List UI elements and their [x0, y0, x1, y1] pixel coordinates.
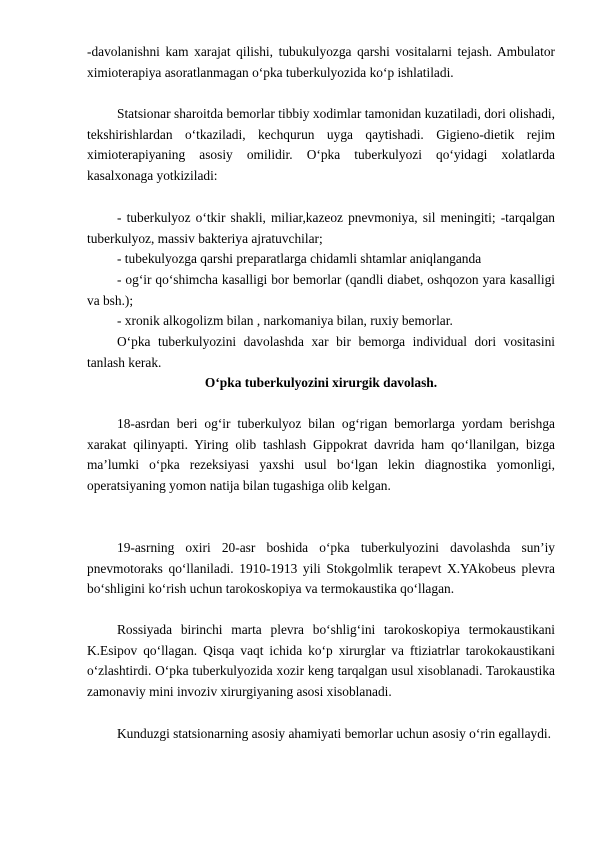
paragraph-statsionar: Statsionar sharoitda bemorlar tibbiy xodimlar tamonidan kuzatiladi, dori olishadi, tekshirishlardan o‘tkaziladi, kechqurun uyga qaytishadi. Gigieno-dietik rejim ximioterapiyaning asosiy omilidir. O‘pka tuberkulyozi qo‘yidagi xolatlarda kasalxonaga yotkiziladi:: [87, 106, 555, 183]
paragraph-individual-therapy: O‘pka tuberkulyozini davolashda xar bir bemorga individual dori vositasini tanlash kerak.: [87, 334, 555, 370]
paragraph-ambulator: -davolanishni kam xarajat qilishi, tubukulyozga qarshi vositalarni tejash. Ambulator ximioterapiya asoratlanmagan o‘pka tuberkulyozida ko‘p ishlatiladi.: [87, 44, 555, 80]
paragraph-pneumothorax: 19-asrning oxiri 20-asr boshida o‘pka tuberkulyozini davolashda sun’iy pnevmotoraks qo‘llaniladi. 1910-1913 yili Stokgolmlik terapevt X.YAkobeus plevra bo‘shligini ko‘rish uchun tarokoskopiya va termokaustika qo‘llagan.: [87, 540, 555, 597]
section-heading: O‘pka tuberkulyozini xirurgik davolash.: [204, 375, 438, 390]
paragraph-russia: Rossiyada birinchi marta plevra bo‘shlig‘ini tarokoskopiya termokaustikani K.Esipov qo‘llagan. Qisqa vaqt ichida ko‘p xirurglar va ftiziatrlar tarokokaustikani o‘zlashtirdi. O‘pka tuberkulyozida xozir keng tarqalgan usul xisoblanadi. Tarokaustika zamonaviy mini invoziv xirurgiyaning asosi xisoblanadi.: [87, 622, 555, 699]
paragraph-history: 18-asrdan beri og‘ir tuberkulyoz bilan og‘rigan bemorlarga yordam berishga xarakat qilinyapti. Yiring olib tashlash Gippokrat davrida ham qo‘llanilgan, bizga ma’lumki o‘pka rezeksiyasi yaxshi usul bo‘lgan lekin diagnostika yomonligi, operatsiyaning yomon natija bilan tugashiga olib kelgan.: [87, 416, 555, 493]
list-item-resistant-strains: - tubekulyozga qarshi preparatlarga chidamli shtamlar aniqlanganda: [117, 251, 482, 266]
paragraph-day-hospital: Kunduzgi statsionarning asosiy ahamiyati bemorlar uchun asosiy o‘rin egallaydi.: [117, 726, 551, 741]
list-item-acute-forms: - tuberkulyoz o‘tkir shakli, miliar,kazeoz pnevmoniya, sil meningiti; -tarqalgan tuberkulyoz, massiv bakteriya ajratuvchilar;: [87, 210, 555, 246]
list-item-comorbidities: - og‘ir qo‘shimcha kasalligi bor bemorlar (qandli diabet, oshqozon yara kasalligi va bsh.);: [87, 272, 555, 308]
list-item-alcoholism: - xronik alkogolizm bilan , narkomaniya bilan, ruxiy bemorlar.: [117, 313, 453, 328]
